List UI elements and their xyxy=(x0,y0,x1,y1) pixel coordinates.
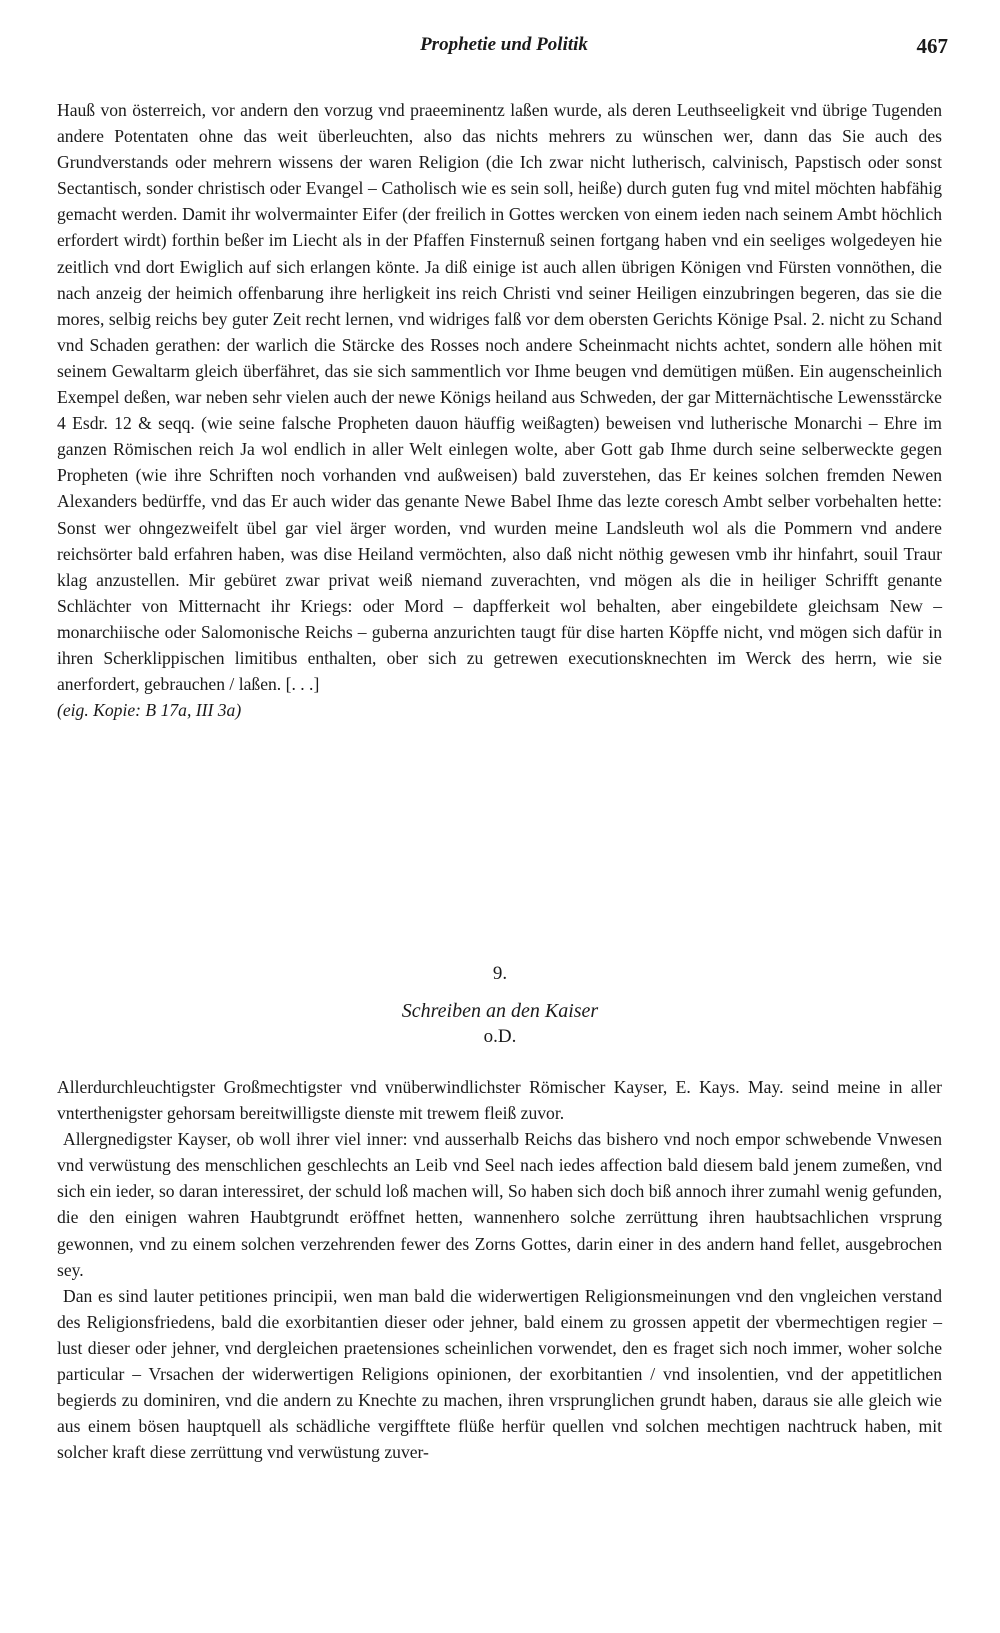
running-head xyxy=(60,34,948,64)
continued-text-section xyxy=(57,97,942,723)
section-number: 9. xyxy=(492,963,508,984)
letter-salutation: Allerdurchleuchtigster Großmechtigster vnd vnüberwindlichster Römischer Kayser, E. Kays. May. seind meine in aller vnterthenigster gehorsam bereitwilligste dienste mit trewem fleiß zuvor. xyxy=(57,1077,942,1124)
section-date: o.D. xyxy=(483,1026,517,1047)
letter-paragraph: Allergnedigster Kayser, ob woll ihrer viel inner: vnd ausserhalb Reichs das bishero vnd noch empor schwebende Vnwesen vnd verwüstung des menschlichen geschlechts an Leib vnd Seel nach iedes affection bald diesem bald jenem zumeßen, vnd sich ein ieder, so daran interessiret, der schuld loß machen will, So haben sich doch biß annoch ihrer zumahl wenig gefunden, die den einigen wahren Haubtgrundt eröffnet hetten, wannenhero solche zerrüttung ihren haubtsachlichen vrsprung gewonnen, vnd zu einem solchen verzehrenden fewer des Zorns Gottes, darin einer in des andern hand fellet, ausgebrochen sey. xyxy=(57,1129,942,1280)
letter-paragraph: Dan es sind lauter petitiones principii, wen man bald die widerwertigen Religionsmeinungen vnd den vngleichen verstand des Religionsfriedens, bald die exorbitantien dieser oder jehner, bald einem zu grossen appetit der vbermechtigen regier – lust dieser oder jehner, vnd dergleichen praetensiones scheinlichen vorwendet, den es fraget sich noch immer, woher solche particular – Vrsachen der widerwertigen Religions opinionen, der exorbitantien / vnd insolentien, vnd der appetitlichen begierds zu dominiren, vnd die andern zu Knechte zu machen, ihren vrsprunglichen grundt haben, daraus sie alle gleich wie aus einem bösen hauptquell als schädliche vergifftete flüße herfür quellen vnd solchen mechtigen nachtruck haben, mit solcher kraft diese zerrüttung vnd verwüstung zuver- xyxy=(57,1285,942,1463)
source-note: (eig. Kopie: B 17a, III 3a) xyxy=(57,700,242,721)
running-title: Prophetie und Politik xyxy=(420,34,588,55)
page-number: 467 xyxy=(916,34,948,58)
letter-text-section xyxy=(57,1074,942,1465)
continued-paragraph: Hauß von österreich, vor andern den vorzug vnd praeeminentz laßen wurde, als deren Leuthseeligkeit vnd übrige Tugenden andere Potentaten ohne das weit überleuchten, also das nichts mehrers zu wünschen wer, dann das Sie auch des Grundverstands oder mehrern wissens der waren Religion (die Ich zwar nicht lutherisch, calvinisch, Papstisch oder sonst Sectantisch, sonder christisch oder Evangel – Catholisch wie es sein soll, heiße) durch guten fug vnd mitel möchten habfähig gemacht werden. Damit ihr wolvermainter Eifer (der freilich in Gottes wercken von einem ieden nach seinem Ambt höchlich erfordert wirdt) forthin beßer im Liecht als in der Pfaffen Finsternuß seinen fortgang haben vnd ein seeliges wolgedeyen hie zeitlich vnd dort Ewiglich auf sich erlangen könte. Ja diß einige ist auch allen übrigen Königen vnd Fürsten vonnöthen, die nach anzeig der heimich offenbarung ihre herligkeit ins reich Christi vnd seiner Heiligen einzubringen begeren, das sie die mores, selbig reichs bey guter Zeit recht lernen, vnd widriges falß vor dem obersten Gerichts Könige Psal. 2. nicht zu Schand vnd Schaden gerathen: der warlich die Stärcke des Rosses noch andere Scheinmacht nichts achtet, sondern alle höhen mit seinem Gewaltarm gleich überfähret, das sie sich sammentlich vor Ihme beugen vnd demütigen müßen. Ein augenscheinlich Exempel deßen, war neben sehr vielen auch der newe Königs heiland aus Schweden, der gar Mitternächtische Lewensstärcke 4 Esdr. 12 & seqq. (wie seine falsche Propheten dauon häuffig weißagten) beweisen vnd lutherische Monarchi – Ehre im ganzen Römischen reich Ja wol endlich in aller Welt einlegen wolte, aber Gott gab Ihme durch seine selberweckte gegen Propheten (wie ihre Schriften noch vorhanden vnd außweisen) bald zuverstehen, das Er keines solchen fremden Newen Alexanders bedürffe, vnd das Er auch wider das genante Newe Babel Ihme das lezte coresch Ambt selber vorbehalten hette: Sonst wer ohngezweifelt übel gar viel ärger worden, vnd wurden meine Landsleuth wol als die Pommern vnd andere reichsörter bald erfahren haben, was dise Heiland vermöchten, also daß nicht nöthig gewesen vmb ihr hinfahrt, souil Traur klag anzustellen. Mir gebüret zwar privat weiß niemand zuverachten, vnd mögen als die in heiliger Schrifft genante Schlächter von Mitternacht ihr Kriegs: oder Mord – dapfferkeit wol behalten, aber eingebildete gleichsam New – monarchiische oder Salomonische Reichs – guberna anzurichten taugt für dise harten Köpffe nicht, vnd mögen sich dafür in ihren Scherklippischen limitibus enthalten, ober sich zu getrewen executionsknechten im Werck des herrn, wie sie anerfordert, gebrauchen / laßen. [. . .] xyxy=(57,100,942,695)
section-title: Schreiben an den Kaiser xyxy=(401,1000,599,1022)
